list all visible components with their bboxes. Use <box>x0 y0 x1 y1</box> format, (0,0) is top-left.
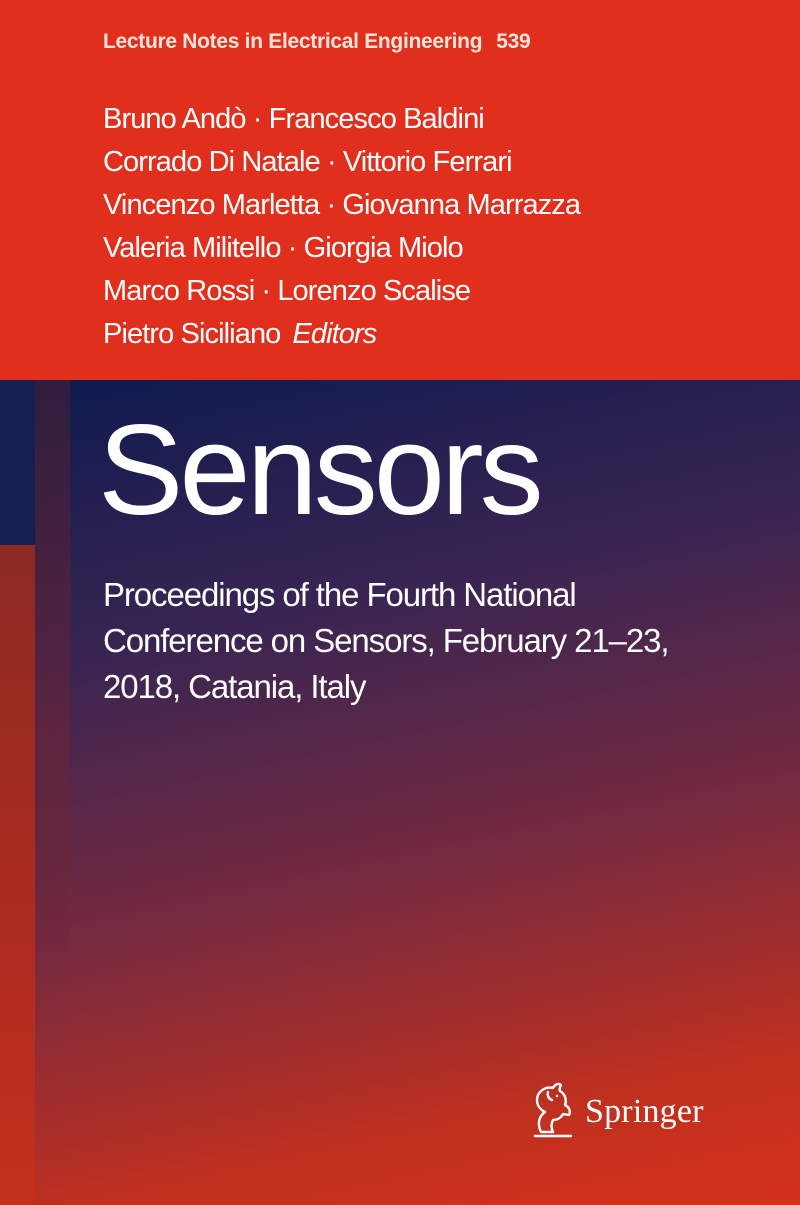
editor-name: Pietro Siciliano <box>103 318 281 350</box>
left-lower-stripe <box>0 545 35 1205</box>
book-title: Sensors <box>98 399 540 542</box>
left-dark-stripe <box>35 380 70 1000</box>
editor-line: Corrado Di Natale · Vittorio Ferrari <box>103 146 512 178</box>
editor-line-last <box>103 313 580 356</box>
editor-line: Bruno Andò · Francesco Baldini <box>103 103 484 135</box>
series-line <box>103 30 530 54</box>
left-navy-stripe <box>0 380 35 545</box>
publisher-name: Springer <box>585 1093 704 1130</box>
editors-role: Editors <box>292 318 377 350</box>
editor-line: Valeria Militello · Giorgia Miolo <box>103 232 463 264</box>
editor-line: Marco Rossi · Lorenzo Scalise <box>103 275 471 307</box>
series-number: 539 <box>496 30 531 53</box>
subtitle-line: 2018, Catania, Italy <box>103 668 366 705</box>
subtitle-line: Conference on Sensors, February 21–23, <box>103 622 669 659</box>
editor-line: Vincenzo Marletta · Giovanna Marrazza <box>103 189 581 221</box>
series-name: Lecture Notes in Electrical Engineering <box>103 30 483 53</box>
editors-block <box>103 98 580 356</box>
subtitle-line: Proceedings of the Fourth National <box>103 576 576 613</box>
publisher-logo <box>527 1080 704 1144</box>
book-subtitle <box>103 572 783 710</box>
springer-horse-icon <box>527 1080 579 1145</box>
